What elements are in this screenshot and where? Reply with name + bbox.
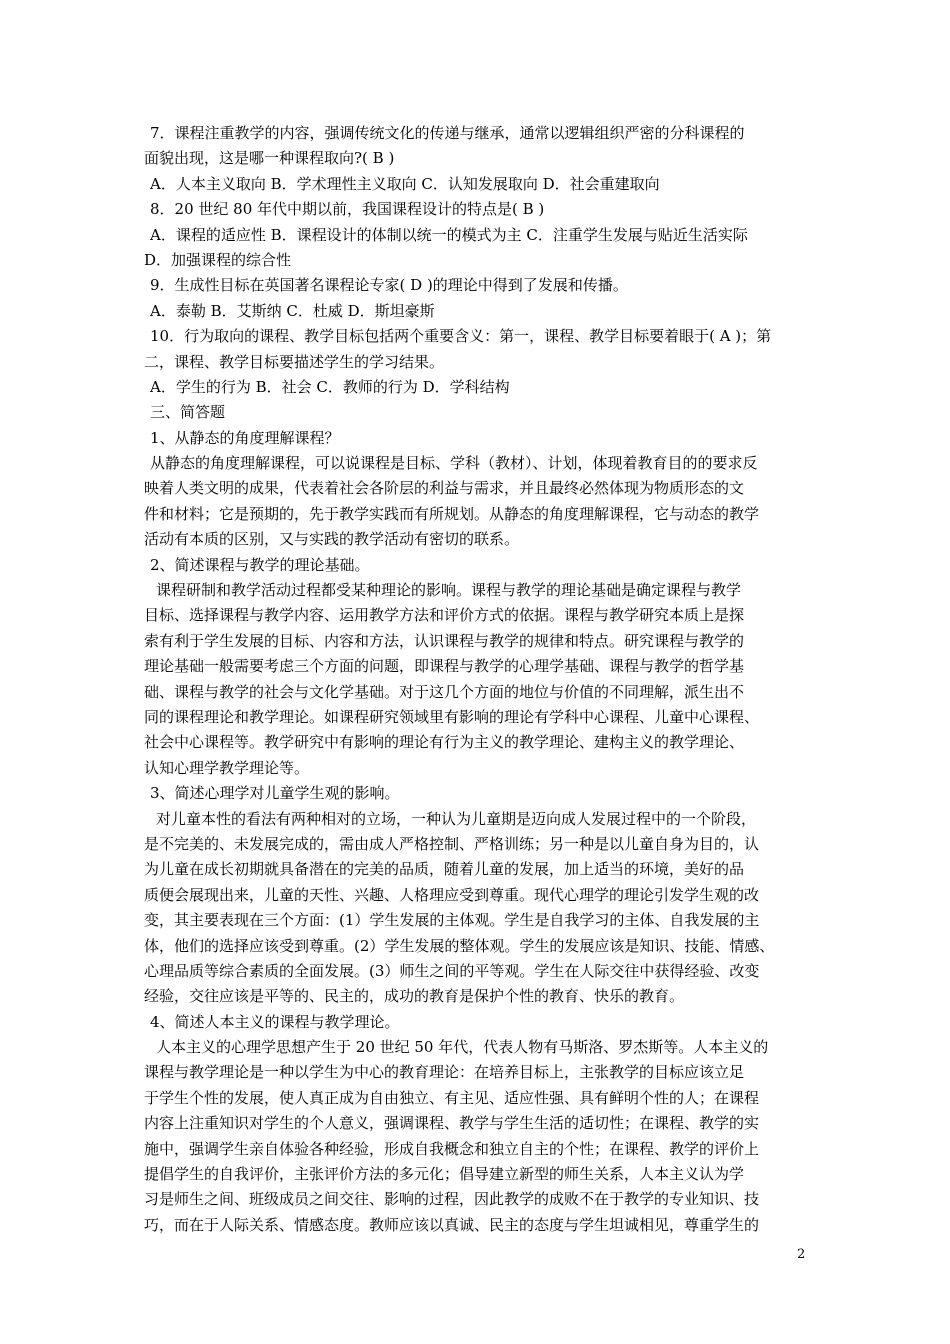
text-line: 习是师生之间、班级成员之间交往、影响的过程，因此教学的成败不在于教学的专业知识、技 xyxy=(144,1190,760,1209)
text-line: 同的课程理论和教学理论。如课程研究领域里有影响的理论有学科中心课程、儿童中心课程、 xyxy=(144,707,760,726)
text-line: 于学生个性的发展，使人真正成为自由独立、有主见、适应性强、具有鲜明个性的人；在课程 xyxy=(144,1088,760,1107)
text-line: A．课程的适应性 B．课程设计的体制以统一的模式为主 C．注重学生发展与贴近生活实际 xyxy=(150,225,748,244)
text-line: 社会中心课程等。教学研究中有影响的理论有行为主义的教学理论、建构主义的教学理论、 xyxy=(144,733,745,752)
text-line: 巧，而在于人际关系、情感态度。教师应该以真诚、民主的态度与学生坦诚相见，尊重学生的 xyxy=(144,1215,760,1234)
page-number: 2 xyxy=(797,1247,806,1262)
text-line: 心理品质等综合素质的全面发展。(3）师生之间的平等观。学生在人际交往中获得经验、改变 xyxy=(144,961,760,980)
text-line: 理论基础一般需要考虑三个方面的问题，即课程与教学的心理学基础、课程与教学的哲学基 xyxy=(144,657,745,676)
text-line: 体，他们的选择应该受到尊重。(2）学生发展的整体观。学生的发展应该是知识、技能、情感、 xyxy=(144,936,775,955)
text-line: 二，课程、教学目标要描述学生的学习结果。 xyxy=(144,352,445,371)
text-line: 3、简述心理学对儿童学生观的影响。 xyxy=(150,784,400,803)
text-line: 活动有本质的区别，又与实践的教学活动有密切的联系。 xyxy=(144,530,520,549)
document-body xyxy=(144,121,812,1238)
text-line: 7．课程注重教学的内容，强调传统文化的传递与继承，通常以逻辑组织严密的分科课程的 xyxy=(150,124,745,142)
text-line: 对儿童本性的看法有两种相对的立场，一种认为儿童期是迈向成人发展过程中的一个阶段， xyxy=(156,809,757,828)
text-line: 9．生成性目标在英国著名课程论专家( D )的理论中得到了发展和传播。 xyxy=(150,276,628,295)
text-line: A．泰勒 B．艾斯纳 C．杜威 D．斯坦豪斯 xyxy=(150,301,435,320)
text-line: 10．行为取向的课程、教学目标包括两个重要含义：第一，课程、教学目标要着眼于( A )；第 xyxy=(150,327,772,346)
text-line: 4、简述人本主义的课程与教学理论。 xyxy=(150,1012,400,1031)
text-line: 是不完美的、未发展完成的，需由成人严格控制、严格训练；另一种是以儿童自身为目的，认 xyxy=(144,834,760,853)
text-line: 础、课程与教学的社会与文化学基础。对于这几个方面的地位与价值的不同理解，派生出不 xyxy=(144,682,745,701)
text-line: 施中，强调学生亲自体验各种经验，形成自我概念和独立自主的个性；在课程、教学的评价上 xyxy=(144,1139,760,1158)
text-line: 从静态的角度理解课程，可以说课程是目标、学科（教材）、计划，体现着教育目的的要求反 xyxy=(150,454,758,473)
text-line: 8．20 世纪 80 年代中期以前，我国课程设计的特点是( B ) xyxy=(150,200,545,219)
text-line: A．人本主义取向 B．学术理性主义取向 C．认知发展取向 D．社会重建取向 xyxy=(150,174,660,193)
text-line: 件和材料；它是预期的，先于教学实践而有所规划。从静态的角度理解课程，它与动态的教学 xyxy=(144,504,760,523)
text-line: 质便会展现出来，儿童的天性、兴趣、人格理应受到尊重。现代心理学的理论引发学生观的改 xyxy=(144,885,760,904)
text-line: 1、从静态的角度理解课程？ xyxy=(150,428,340,447)
text-line: 课程与教学理论是一种以学生为中心的教育理论：在培养目标上，主张教学的目标应该立足 xyxy=(144,1063,745,1082)
text-line: 2、简述课程与教学的理论基础。 xyxy=(150,555,370,574)
text-line: 为儿童在成长初期就具备潜在的完美的品质，随着儿童的发展，加上适当的环境，美好的品 xyxy=(144,860,745,879)
text-line: 提倡学生的自我评价，主张评价方法的多元化；倡导建立新型的师生关系，人本主义认为学 xyxy=(144,1165,745,1184)
text-line: 课程研制和教学活动过程都受某种理论的影响。课程与教学的理论基础是确定课程与教学 xyxy=(156,581,742,600)
text-line: 变，其主要表现在三个方面：(1）学生发展的主体观。学生是自我学习的主体、自我发展的主 xyxy=(144,911,760,930)
text-line: 内容上注重知识对学生的个人意义，强调课程、教学与学生生活的适切性；在课程、教学的实 xyxy=(144,1114,760,1133)
text-line: 认知心理学教学理论等。 xyxy=(144,758,310,777)
text-line: 面貌出现，这是哪一种课程取向?( B ) xyxy=(144,149,395,168)
text-line: 人本主义的心理学思想产生于 20 世纪 50 年代，代表人物有马斯洛、罗杰斯等。人本主义的 xyxy=(156,1038,769,1057)
text-line: 索有利于学生发展的目标、内容和方法，认识课程与教学的规律和特点。研究课程与教学的 xyxy=(144,631,745,650)
text-line: 映着人类文明的成果，代表着社会各阶层的利益与需求，并且最终必然体现为物质形态的文 xyxy=(144,479,745,498)
text-line: D．加强课程的综合性 xyxy=(144,250,292,269)
text-line: 目标、选择课程与教学内容、运用教学方法和评价方式的依据。课程与教学研究本质上是探 xyxy=(144,606,745,625)
text-line: 经验，交往应该是平等的、民主的，成功的教育是保护个性的教育、快乐的教育。 xyxy=(144,987,685,1006)
text-line: 三、简答题 xyxy=(150,403,226,422)
text-line: A．学生的行为 B．社会 C．教师的行为 D．学科结构 xyxy=(150,377,510,396)
